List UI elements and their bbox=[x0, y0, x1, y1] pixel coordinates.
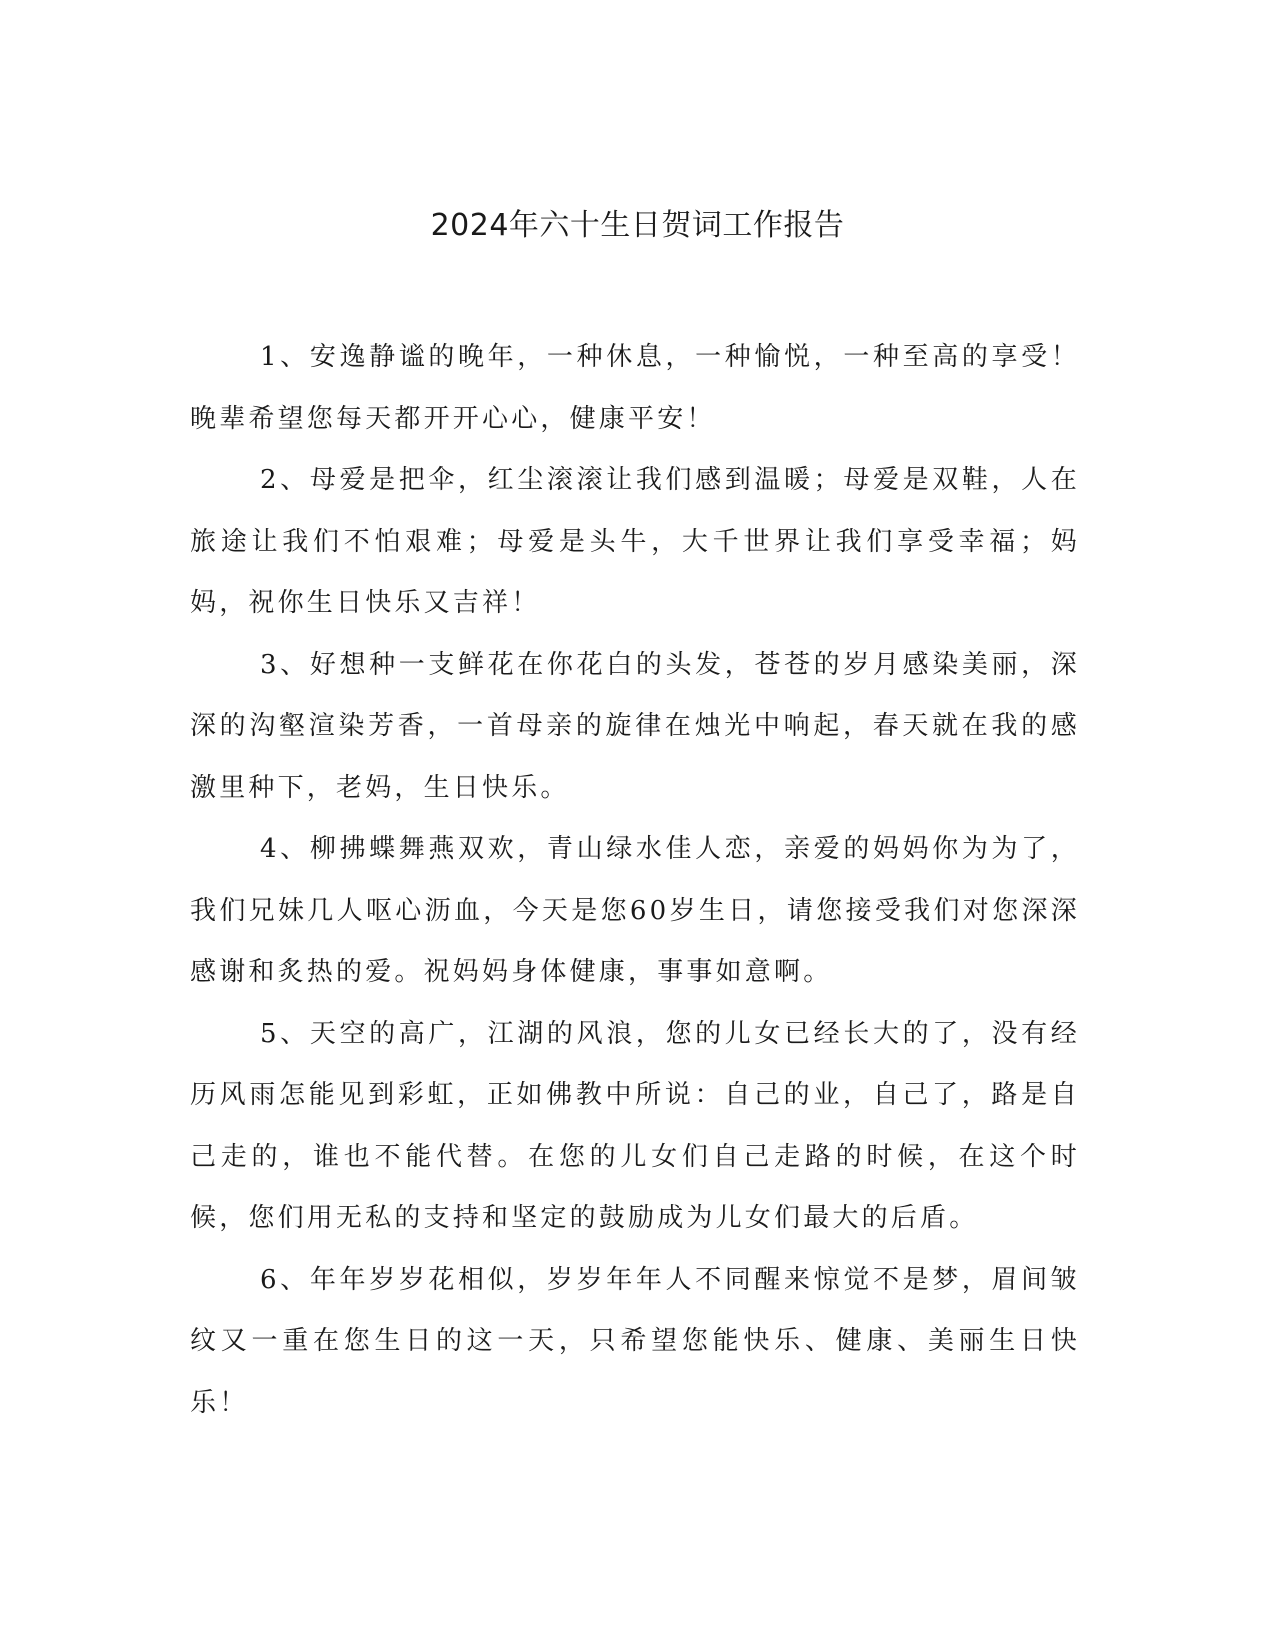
paragraph-3: 3、好想种一支鲜花在你花白的头发，苍苍的岁月感染美丽，深深的沟壑渲染芳香，一首母亲的旋律在烛光中响起，春天就在我的感激里种下，老妈，生日快乐。 bbox=[190, 649, 1080, 803]
paragraph-1: 1、安逸静谧的晚年，一种休息，一种愉悦，一种至高的享受！晚辈希望您每天都开开心心，健康平安！ bbox=[190, 342, 1080, 434]
document-body bbox=[190, 327, 1080, 1434]
paragraph-4: 4、柳拂蝶舞燕双欢，青山绿水佳人恋，亲爱的妈妈你为为了，我们兄妹几人呕心沥血，今天是您60岁生日，请您接受我们对您深深感谢和炙热的爱。祝妈妈身体健康，事事如意啊。 bbox=[190, 834, 1080, 987]
paragraph-5: 5、天空的高广，江湖的风浪，您的儿女已经长大的了，没有经历风雨怎能见到彩虹，正如佛教中所说：自己的业，自己了，路是自己走的，谁也不能代替。在您的儿女们自己走路的时候，在这个时候，您们用无私的支持和坚定的鼓励成为儿女们最大的后盾。 bbox=[190, 1018, 1080, 1233]
paragraph-6: 6、年年岁岁花相似，岁岁年年人不同醒来惊觉不是梦，眉间皱纹又一重在您生日的这一天，只希望您能快乐、健康、美丽生日快乐！ bbox=[190, 1264, 1080, 1418]
document-title: 2024年六十生日贺词工作报告 bbox=[430, 208, 845, 243]
paragraph-2: 2、母爱是把伞，红尘滚滚让我们感到温暖；母爱是双鞋，人在旅途让我们不怕艰难；母爱是头牛，大千世界让我们享受幸福；妈妈，祝你生日快乐又吉祥！ bbox=[190, 465, 1080, 618]
